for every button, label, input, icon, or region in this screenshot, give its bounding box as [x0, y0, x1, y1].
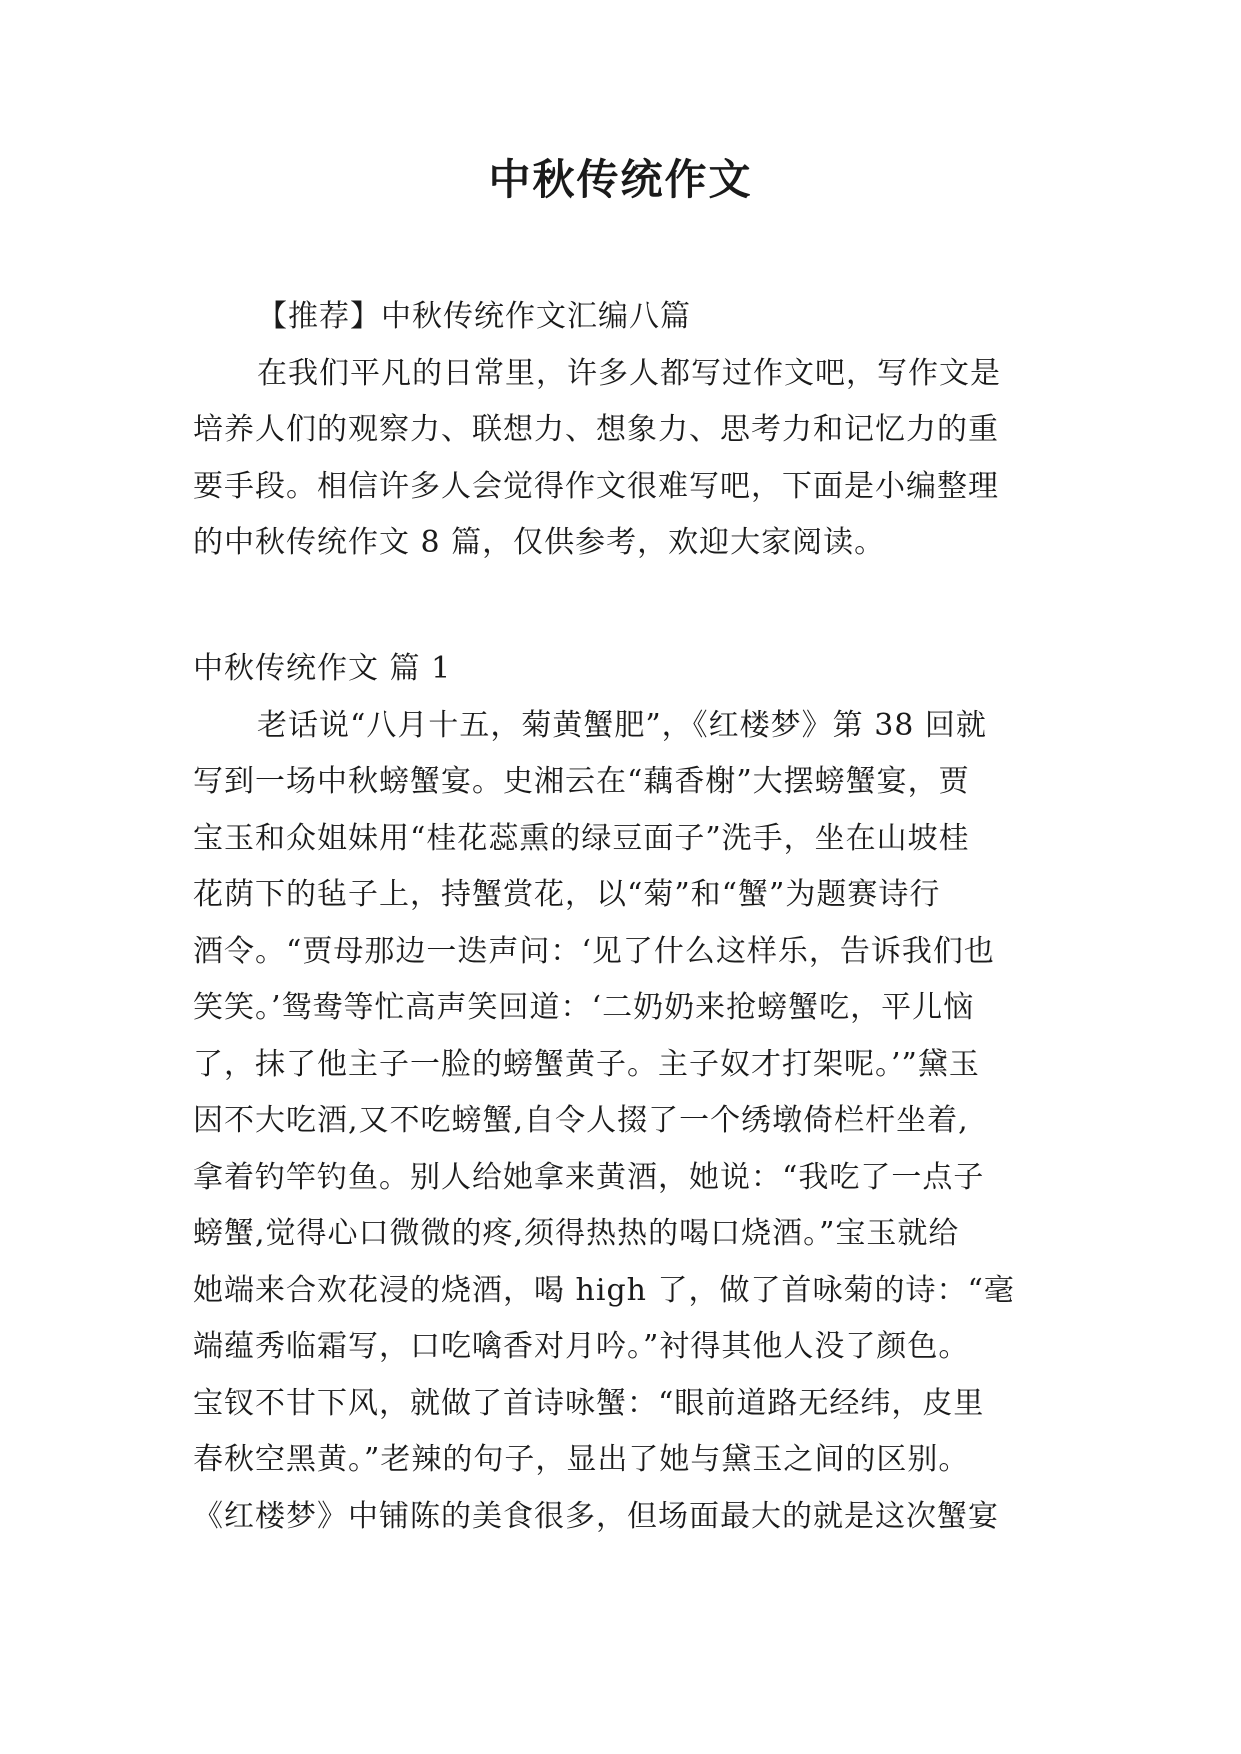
- section-paragraph-line: 写到一场中秋螃蟹宴。史湘云在“藕香榭”大摆螃蟹宴，贾: [193, 764, 970, 799]
- intro-block: [193, 289, 1055, 572]
- section-paragraph-line: 端蕴秀临霜写，口吃噙香对月吟。”衬得其他人没了颜色。: [193, 1329, 970, 1364]
- section-paragraph-line: 笑笑。’鸳鸯等忙高声笑回道：‘二奶奶来抢螃蟹吃，平儿恼: [193, 990, 975, 1025]
- page-title: 中秋传统作文: [488, 155, 753, 204]
- intro-paragraph-line: 的中秋传统作文 8 篇，仅供参考，欢迎大家阅读。: [193, 525, 886, 560]
- section-paragraph-line: 她端来合欢花浸的烧酒，喝 high 了，做了首咏菊的诗：“毫: [193, 1272, 1015, 1308]
- intro-recommend-line: 【推荐】中秋传统作文汇编八篇: [257, 299, 691, 334]
- section-paragraph-line: 春秋空黑黄。”老辣的句子，显出了她与黛玉之间的区别。: [193, 1442, 970, 1477]
- section-paragraph-line: 花荫下的毡子上，持蟹赏花，以“菊”和“蟹”为题赛诗行: [193, 877, 941, 912]
- section-heading: 中秋传统作文 篇 1: [193, 651, 452, 686]
- section-paragraph-line: 老话说“八月十五，菊黄蟹肥”，《红楼梦》第 38 回就: [257, 707, 987, 743]
- section-paragraph-line: 宝钗不甘下风，就做了首诗咏蟹：“眼前道路无经纬，皮里: [193, 1385, 985, 1421]
- intro-paragraph-line: 培养人们的观察力、联想力、想象力、思考力和记忆力的重: [193, 412, 999, 447]
- section-paragraph-line: 宝玉和众姐妹用“桂花蕊熏的绿豆面子”洗手，坐在山坡桂: [193, 820, 970, 856]
- intro-paragraph-line: 在我们平凡的日常里，许多人都写过作文吧，写作文是: [257, 355, 1001, 391]
- section-paragraph-line: 拿着钓竿钓鱼。别人给她拿来黄酒，她说：“我吃了一点子: [193, 1159, 985, 1195]
- section-paragraph-line: 螃蟹,觉得心口微微的疼,须得热热的喝口烧酒。”宝玉就给: [193, 1216, 960, 1251]
- intro-paragraph-line: 要手段。相信许多人会觉得作文很难写吧，下面是小编整理: [193, 468, 999, 504]
- section-block: [193, 641, 1055, 1545]
- section-paragraph-line: 因不大吃酒,又不吃螃蟹,自令人掇了一个绣墩倚栏杆坐着,: [193, 1103, 969, 1138]
- section-paragraph-line: 《红楼梦》中铺陈的美食很多，但场面最大的就是这次蟹宴: [193, 1498, 999, 1534]
- section-paragraph-line: 酒令。“贾母那边一迭声问：‘见了什么这样乐，告诉我们也: [193, 933, 995, 969]
- section-paragraph-line: 了，抹了他主子一脸的螃蟹黄子。主子奴才打架呢。’”黛玉: [193, 1046, 980, 1082]
